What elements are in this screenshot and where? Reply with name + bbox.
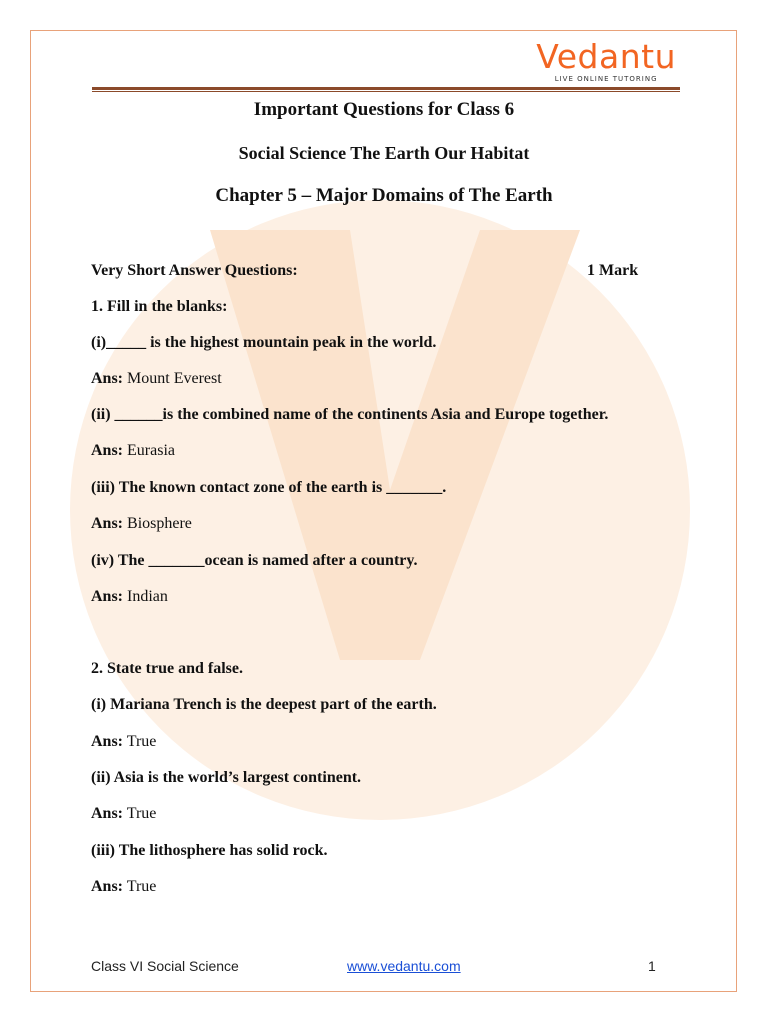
q1-question-3: (iii) The known contact zone of the earth is _______. <box>91 479 447 496</box>
q2-question-3: (iii) The lithosphere has solid rock. <box>91 842 328 859</box>
q1-answer-4 <box>91 588 168 606</box>
header-rule-thin <box>92 91 680 92</box>
answer-label: Ans: <box>91 588 124 605</box>
answer-label: Ans: <box>91 515 124 532</box>
section-marks: 1 Mark <box>587 262 639 279</box>
answer-text: Eurasia <box>127 442 175 459</box>
section-heading: Very Short Answer Questions: <box>91 262 298 279</box>
answer-label: Ans: <box>91 442 124 459</box>
answer-text: True <box>126 733 157 750</box>
logo-tagline: LIVE ONLINE TUTORING <box>554 75 658 83</box>
answer-text: True <box>126 805 157 822</box>
q1-question-2: (ii) ______is the combined name of the continents Asia and Europe together. <box>91 406 609 423</box>
q2-question-1: (i) Mariana Trench is the deepest part of the earth. <box>91 696 437 713</box>
footer-class-label: Class VI Social Science <box>91 958 239 974</box>
logo-brand: Vedantu <box>536 37 676 76</box>
subject-title: Social Science The Earth Our Habitat <box>238 143 530 163</box>
q1-question-4: (iv) The _______ocean is named after a country. <box>91 552 418 569</box>
answer-text: Indian <box>127 588 168 605</box>
vedantu-logo <box>536 38 676 83</box>
q2-heading: 2. State true and false. <box>91 660 243 677</box>
q1-answer-1 <box>91 370 222 388</box>
q2-answer-2 <box>91 805 156 823</box>
q2-answer-1 <box>91 733 156 751</box>
q2-answer-3 <box>91 878 156 896</box>
q1-answer-2 <box>91 442 175 460</box>
footer-link-wrap <box>347 958 461 974</box>
answer-text: Mount Everest <box>127 370 222 387</box>
header-rule-thick <box>92 87 680 90</box>
q2-question-2: (ii) Asia is the world’s largest continent. <box>91 769 362 786</box>
answer-label: Ans: <box>91 805 124 822</box>
footer-website-link[interactable]: www.vedantu.com <box>347 958 461 974</box>
answer-label: Ans: <box>91 370 124 387</box>
q1-answer-3 <box>91 515 192 533</box>
answer-text: Biosphere <box>127 515 192 532</box>
answer-label: Ans: <box>91 733 124 750</box>
chapter-title: Chapter 5 – Major Domains of The Earth <box>215 185 553 206</box>
page-title: Important Questions for Class 6 <box>253 99 515 120</box>
page-number: 1 <box>648 958 656 974</box>
answer-label: Ans: <box>91 878 124 895</box>
q1-question-1: (i)_____ is the highest mountain peak in the world. <box>91 334 437 351</box>
answer-text: True <box>126 878 157 895</box>
q1-heading: 1. Fill in the blanks: <box>91 298 228 315</box>
